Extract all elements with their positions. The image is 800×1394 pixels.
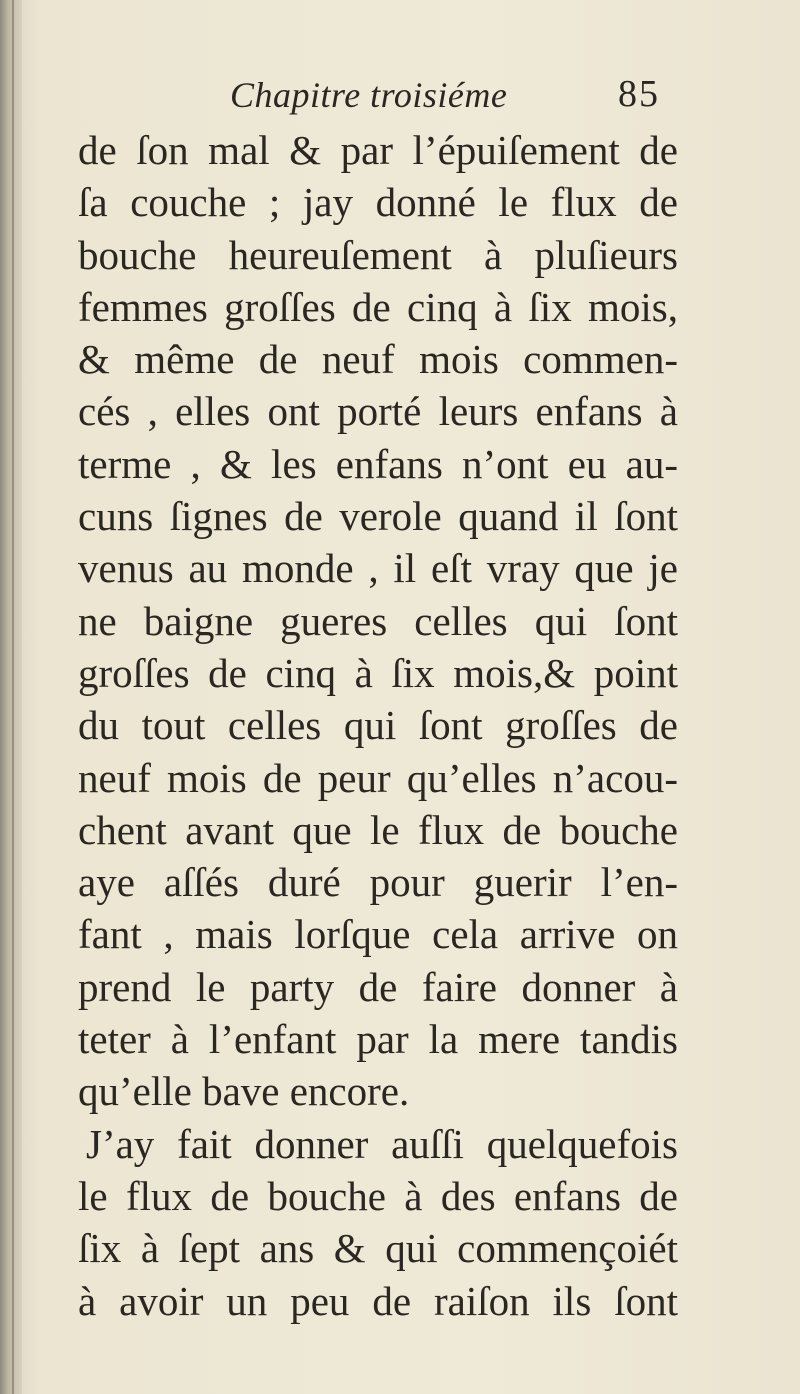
text-line: à avoir un peu de raiſon ils ſont [78,1277,678,1324]
page-binding-line [12,0,14,1394]
text-line: de ſon mal & par l’épuiſement de [78,127,678,173]
text-line: venus au monde , il eſt vray que je [78,545,678,592]
page-number: 85 [618,73,660,115]
text-line: ſa couche ; jay donné le flux de [78,179,678,226]
text-line: terme , & les enfans n’ont eu au- [78,440,678,487]
page-header [80,72,680,122]
text-line-paragraph-start: J’ay fait donner auſſi quelquefois [86,1120,678,1167]
text-line: & même de neuf mois commen- [78,336,678,383]
text-line: femmes groſſes de cinq à ſix mois, [78,283,678,330]
text-line: chent avant que le flux de bouche [78,806,678,853]
running-title: Chapitre troisiéme [230,75,508,115]
page-binding-edge [0,0,22,1394]
text-line: ſix à ſept ans & qui commençoiét [78,1225,678,1272]
text-line: groſſes de cinq à ſix mois,& point [78,649,678,696]
text-line: cés , elles ont porté leurs enfans à [78,388,678,435]
text-line: teter à l’enfant par la mere tandis [78,1016,678,1063]
text-line-paragraph-end: qu’elle bave encore. [78,1068,410,1115]
text-line: bouche heureuſement à pluſieurs [78,231,678,278]
text-line: du tout celles qui ſont groſſes de [78,702,678,749]
text-line: cuns ſignes de verole quand il ſont [78,493,678,540]
text-line: fant , mais lorſque cela arrive on [78,911,678,958]
text-line: prend le party de faire donner à [78,963,678,1010]
text-line: le flux de bouche à des enfans de [78,1172,678,1219]
text-line: aye aſſés duré pour guerir l’en- [78,859,678,906]
text-line: ne baigne gueres celles qui ſont [78,597,678,644]
text-line: neuf mois de peur qu’elles n’acou- [78,754,678,801]
body-text [78,124,678,1327]
